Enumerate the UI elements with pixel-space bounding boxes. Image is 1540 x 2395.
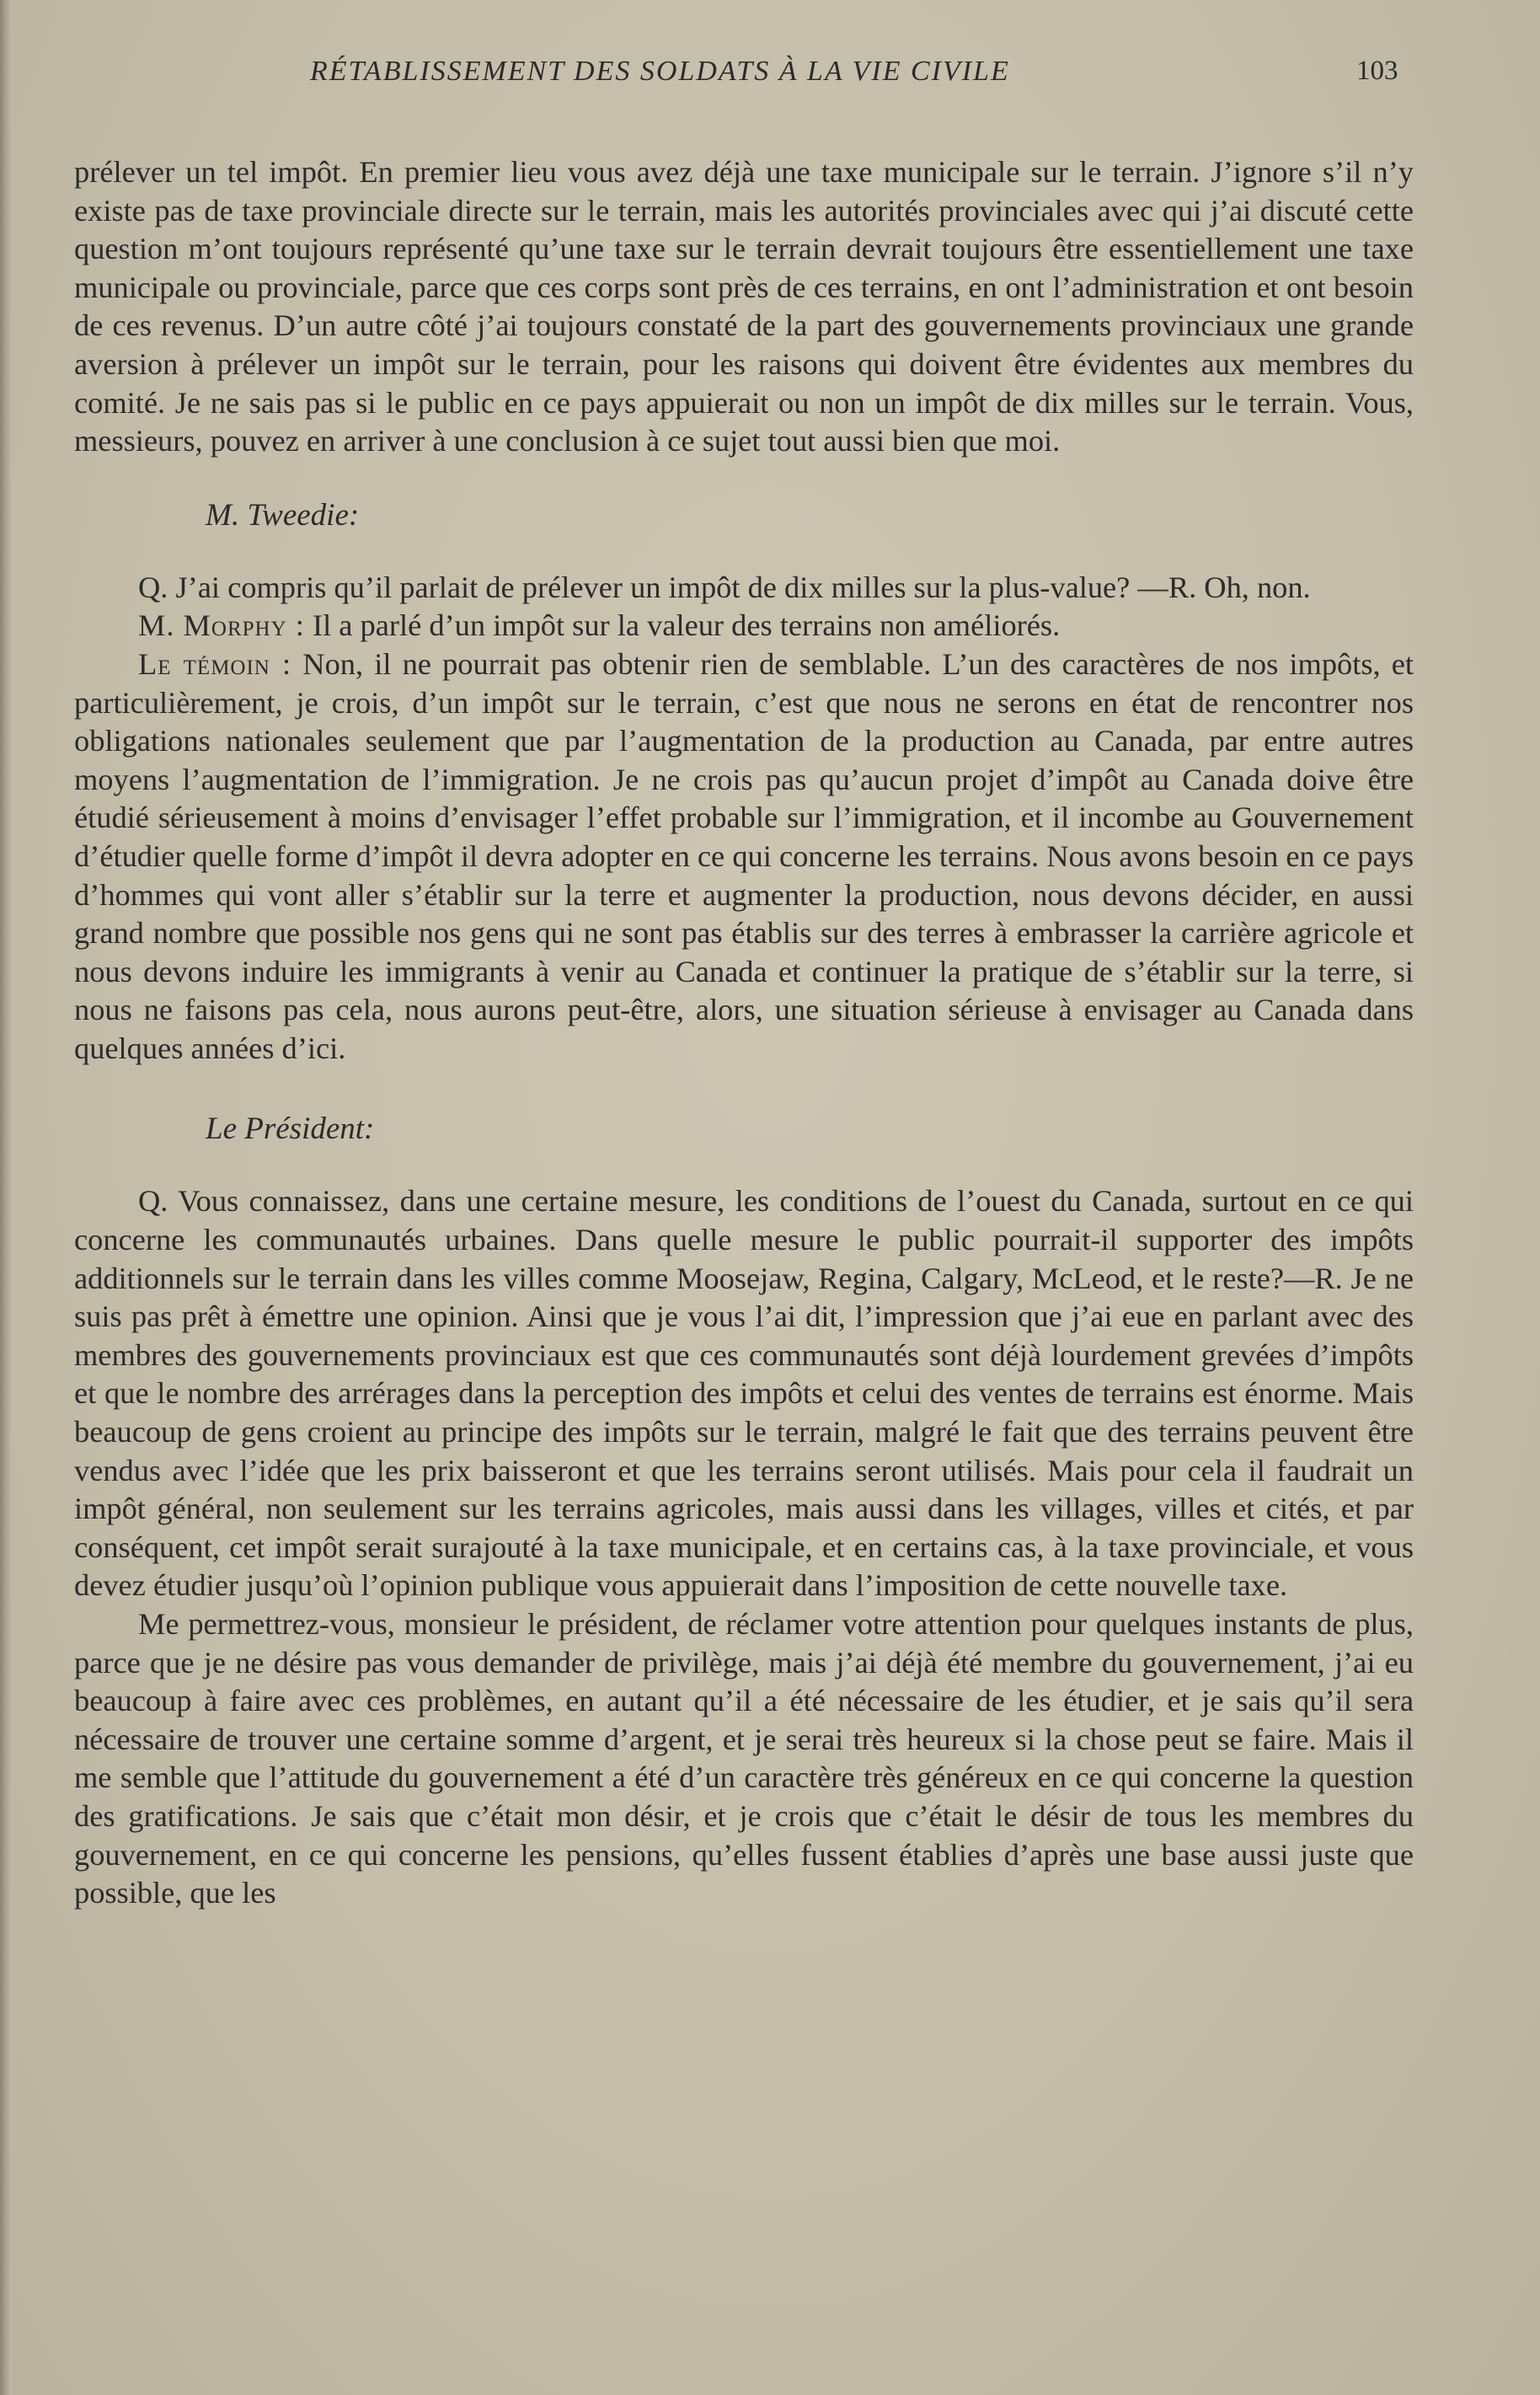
morphy-text: Il a parlé d’un impôt sur la valeur des terrains non améliorés. [304, 608, 1061, 643]
speaker-label-morphy: M. Morphy : [138, 608, 305, 643]
page-body [74, 153, 1414, 1913]
president-question-paragraph: Q. Vous connaissez, dans une certaine mesure, les conditions de l’ouest du Canada, surtout en ce qui concerne les communautés urbaines. Dans quelle mesure le public pourrait-il supporter des impôts additionnels sur le terrain dans les villes comme Moosejaw, Regina, Calgary, McLeod, et le reste?—R. Je ne suis pas prêt à émettre une opinion. Ainsi que je vous l’ai dit, l’impression que j’ai eue en parlant avec des membres des gouvernements provinciaux est que ces communautés sont déjà lourdement grevées d’impôts et que le nombre des arrérages dans la perception des impôts et celui des ventes de terrains est énorme. Mais beaucoup de gens croient au principe des impôts sur le terrain, malgré le fait que des terrains peuvent être vendus avec l’idée que les prix baisseront et que les terrains seront utilisés. Mais pour cela il faudrait un impôt général, non seulement sur les terrains agricoles, mais aussi dans les villages, villes et cités, et par conséquent, cet impôt serait surajouté à la taxe municipale, et en certains cas, à la taxe provinciale, et vous devez étudier jusqu’où l’opinion publique vous appuierait dans l’imposition de cette nouvelle taxe. [74, 1184, 1414, 1603]
morphy-paragraph [74, 607, 1414, 646]
running-title: RÉTABLISSEMENT DES SOLDATS À LA VIE CIVILE [310, 56, 1010, 87]
closing-paragraph: Me permettrez-vous, monsieur le président, de réclamer votre attention pour quelques instants de plus, parce que je ne désire pas vous demander de privilège, mais j’ai déjà été membre du gouvernement, j’ai eu beaucoup à faire avec ces problèmes, en autant qu’il a été nécessaire de les étudier, et je sais qu’il sera nécessaire de trouver une certaine somme d’argent, et je serai très heureux si la chose peut se faire. Mais il me semble que l’attitude du gouvernement a été d’un caractère très généreux en ce qui concerne la question des gratifications. Je sais que c’était mon désir, et je crois que c’était le désir de tous les membres du gouvernement, en ce qui concerne les pensions, qu’elles fussent établies d’après une base aussi juste que possible, que les [74, 1607, 1414, 1910]
spacer [74, 461, 1414, 496]
spacer [74, 535, 1414, 569]
witness-paragraph [74, 646, 1414, 1069]
page-number: 103 [1356, 56, 1398, 86]
question-answer-paragraph: Q. J’ai compris qu’il parlait de prélever un impôt de dix milles sur la plus-value? —R. Oh, non. [138, 570, 1311, 604]
spacer [74, 1149, 1414, 1182]
spacer [74, 1068, 1414, 1110]
page-header [0, 49, 1540, 99]
binding-edge [0, 0, 12, 2395]
witness-text: Non, il ne pourrait pas obtenir rien de semblable. L’un des caractères de nos impôts, et particulièrement, je crois, d’un impôt sur le terrain, c’est que nous ne serons en état de rencontrer nos obligations nationales seulement que par l’augmentation de la production au Canada, par entre autres moyens l’augmentation de l’immigration. Je ne crois pas qu’aucun projet d’impôt au Canada doive être étudié sérieusement à moins d’envisager l’effet probable sur l’immigration, et il incombe au Gouvernement d’étudier quelle forme d’impôt il devra adopter en ce qui concerne les terrains. Nous avons besoin en ce pays d’hommes qui vont aller s’établir sur la terre et augmenter la production, nous devons décider, en aussi grand nombre que possible nos gens qui ne sont pas établis sur des terres à embrasser la carrière agricole et nous devons induire les immigrants à venir au Canada et continuer la pratique de s’établir sur la terre, si nous ne faisons pas cela, nous aurons peut-être, alors, une situation sérieuse à envisager au Canada dans quelques années d’ici. [74, 646, 1414, 1065]
speaker-heading-president: Le Président: [206, 1112, 375, 1147]
speaker-heading-tweedie: M. Tweedie: [206, 497, 360, 533]
paragraph-continuation: prélever un tel impôt. En premier lieu vous avez déjà une taxe municipale sur le terrain. J’ignore s’il n’y existe pas de taxe provinciale directe sur le terrain, mais les autorités provinciales avec qui j’ai discuté cette question m’ont toujours représenté qu’une taxe sur le terrain devrait toujours être essentiellement une taxe municipale ou provinciale, parce que ces corps sont près de ces terrains, en ont l’administration et ont besoin de ces revenus. D’un autre côté j’ai toujours constaté de la part des gouvernements provinciaux une grande aversion à prélever un impôt sur le terrain, pour les raisons qui doivent être évidentes aux membres du comité. Je ne sais pas si le public en ce pays appuierait ou non un impôt de dix milles sur le terrain. Vous, messieurs, pouvez en arriver à une conclusion à ce sujet tout aussi bien que moi. [74, 155, 1414, 458]
speaker-label-witness: Le témoin : [138, 646, 292, 681]
